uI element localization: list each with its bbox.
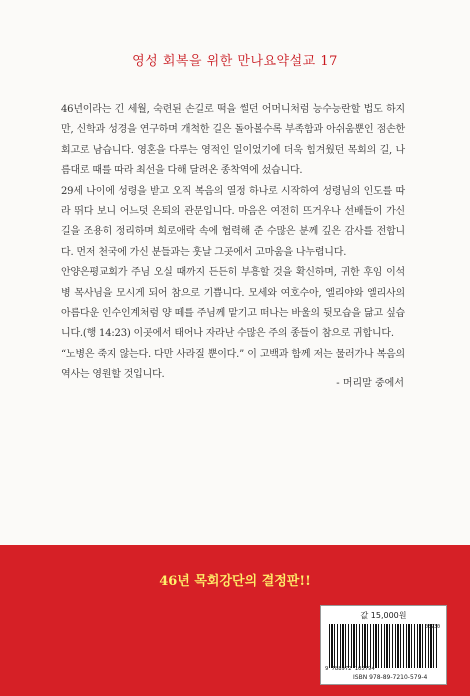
addon-code: 03230 bbox=[424, 624, 440, 630]
book-series-title: 영성 회복을 위한 만나요약설교 17 bbox=[132, 54, 338, 69]
preface-paragraph: 안양은평교회가 주님 오실 때까지 든든히 부흥할 것을 확신하며, 귀한 후임 이석병 목사님을 모시게 되어 참으로 기쁩니다. 모세와 여호수아, 엘리야와 엘리사의 아름다운 인수인계처럼 양 떼를 주님께 맡기고 떠나는 바울의 뒷모습을 닮고 싶습니다.(행 14:23) 이곳에서 태어나 자라난 수많은 주의 종들이 참으로 귀합니다. bbox=[61, 267, 405, 340]
isbn-label: ISBN 978-89-7210-579-4 bbox=[353, 674, 428, 681]
preface-excerpt bbox=[61, 100, 405, 386]
excerpt-source: - 머리말 중에서 bbox=[336, 378, 404, 389]
barcode-icon bbox=[329, 624, 437, 668]
promo-band bbox=[0, 545, 470, 696]
preface-paragraph: 29세 나이에 성령을 받고 오직 복음의 열정 하나로 시작하여 성령님의 인도를 따라 뛰다 보니 어느덧 은퇴의 관문입니다. 마음은 여전히 뜨거우나 선배들이 가신 길을 조용히 정리하며 희로애락 속에 협력해 준 수많은 분께 깊은 감사를 전합니다. 먼저 천국에 가신 분들과는 훗날 그곳에서 고마움을 나누렵니다. bbox=[61, 185, 405, 258]
preface-paragraph: 46년이라는 긴 세월, 숙련된 손길로 떡을 썰던 어머니처럼 능수능란할 법도 하지만, 신학과 성경을 연구하며 개척한 길은 돌아볼수록 부족함과 아쉬움뿐인 점손한 회고로 남습니다. 영혼을 다루는 영적인 일이었기에 더욱 힘겨웠던 목회의 길, 나름대로 때를 따라 최선을 다해 달려온 종착역에 섰습니다. bbox=[61, 104, 405, 177]
barcode-panel bbox=[320, 605, 447, 685]
ean-number: 9 788972 105794 bbox=[325, 666, 375, 672]
preface-paragraph: “노병은 죽지 않는다. 다만 사라질 뿐이다.” 이 고백과 함께 저는 물러가나 복음의 역사는 영원할 것입니다. bbox=[61, 348, 405, 381]
tagline: 46년 목회강단의 결정판!! bbox=[159, 574, 311, 589]
price-label: 값 15,000원 bbox=[360, 611, 407, 620]
